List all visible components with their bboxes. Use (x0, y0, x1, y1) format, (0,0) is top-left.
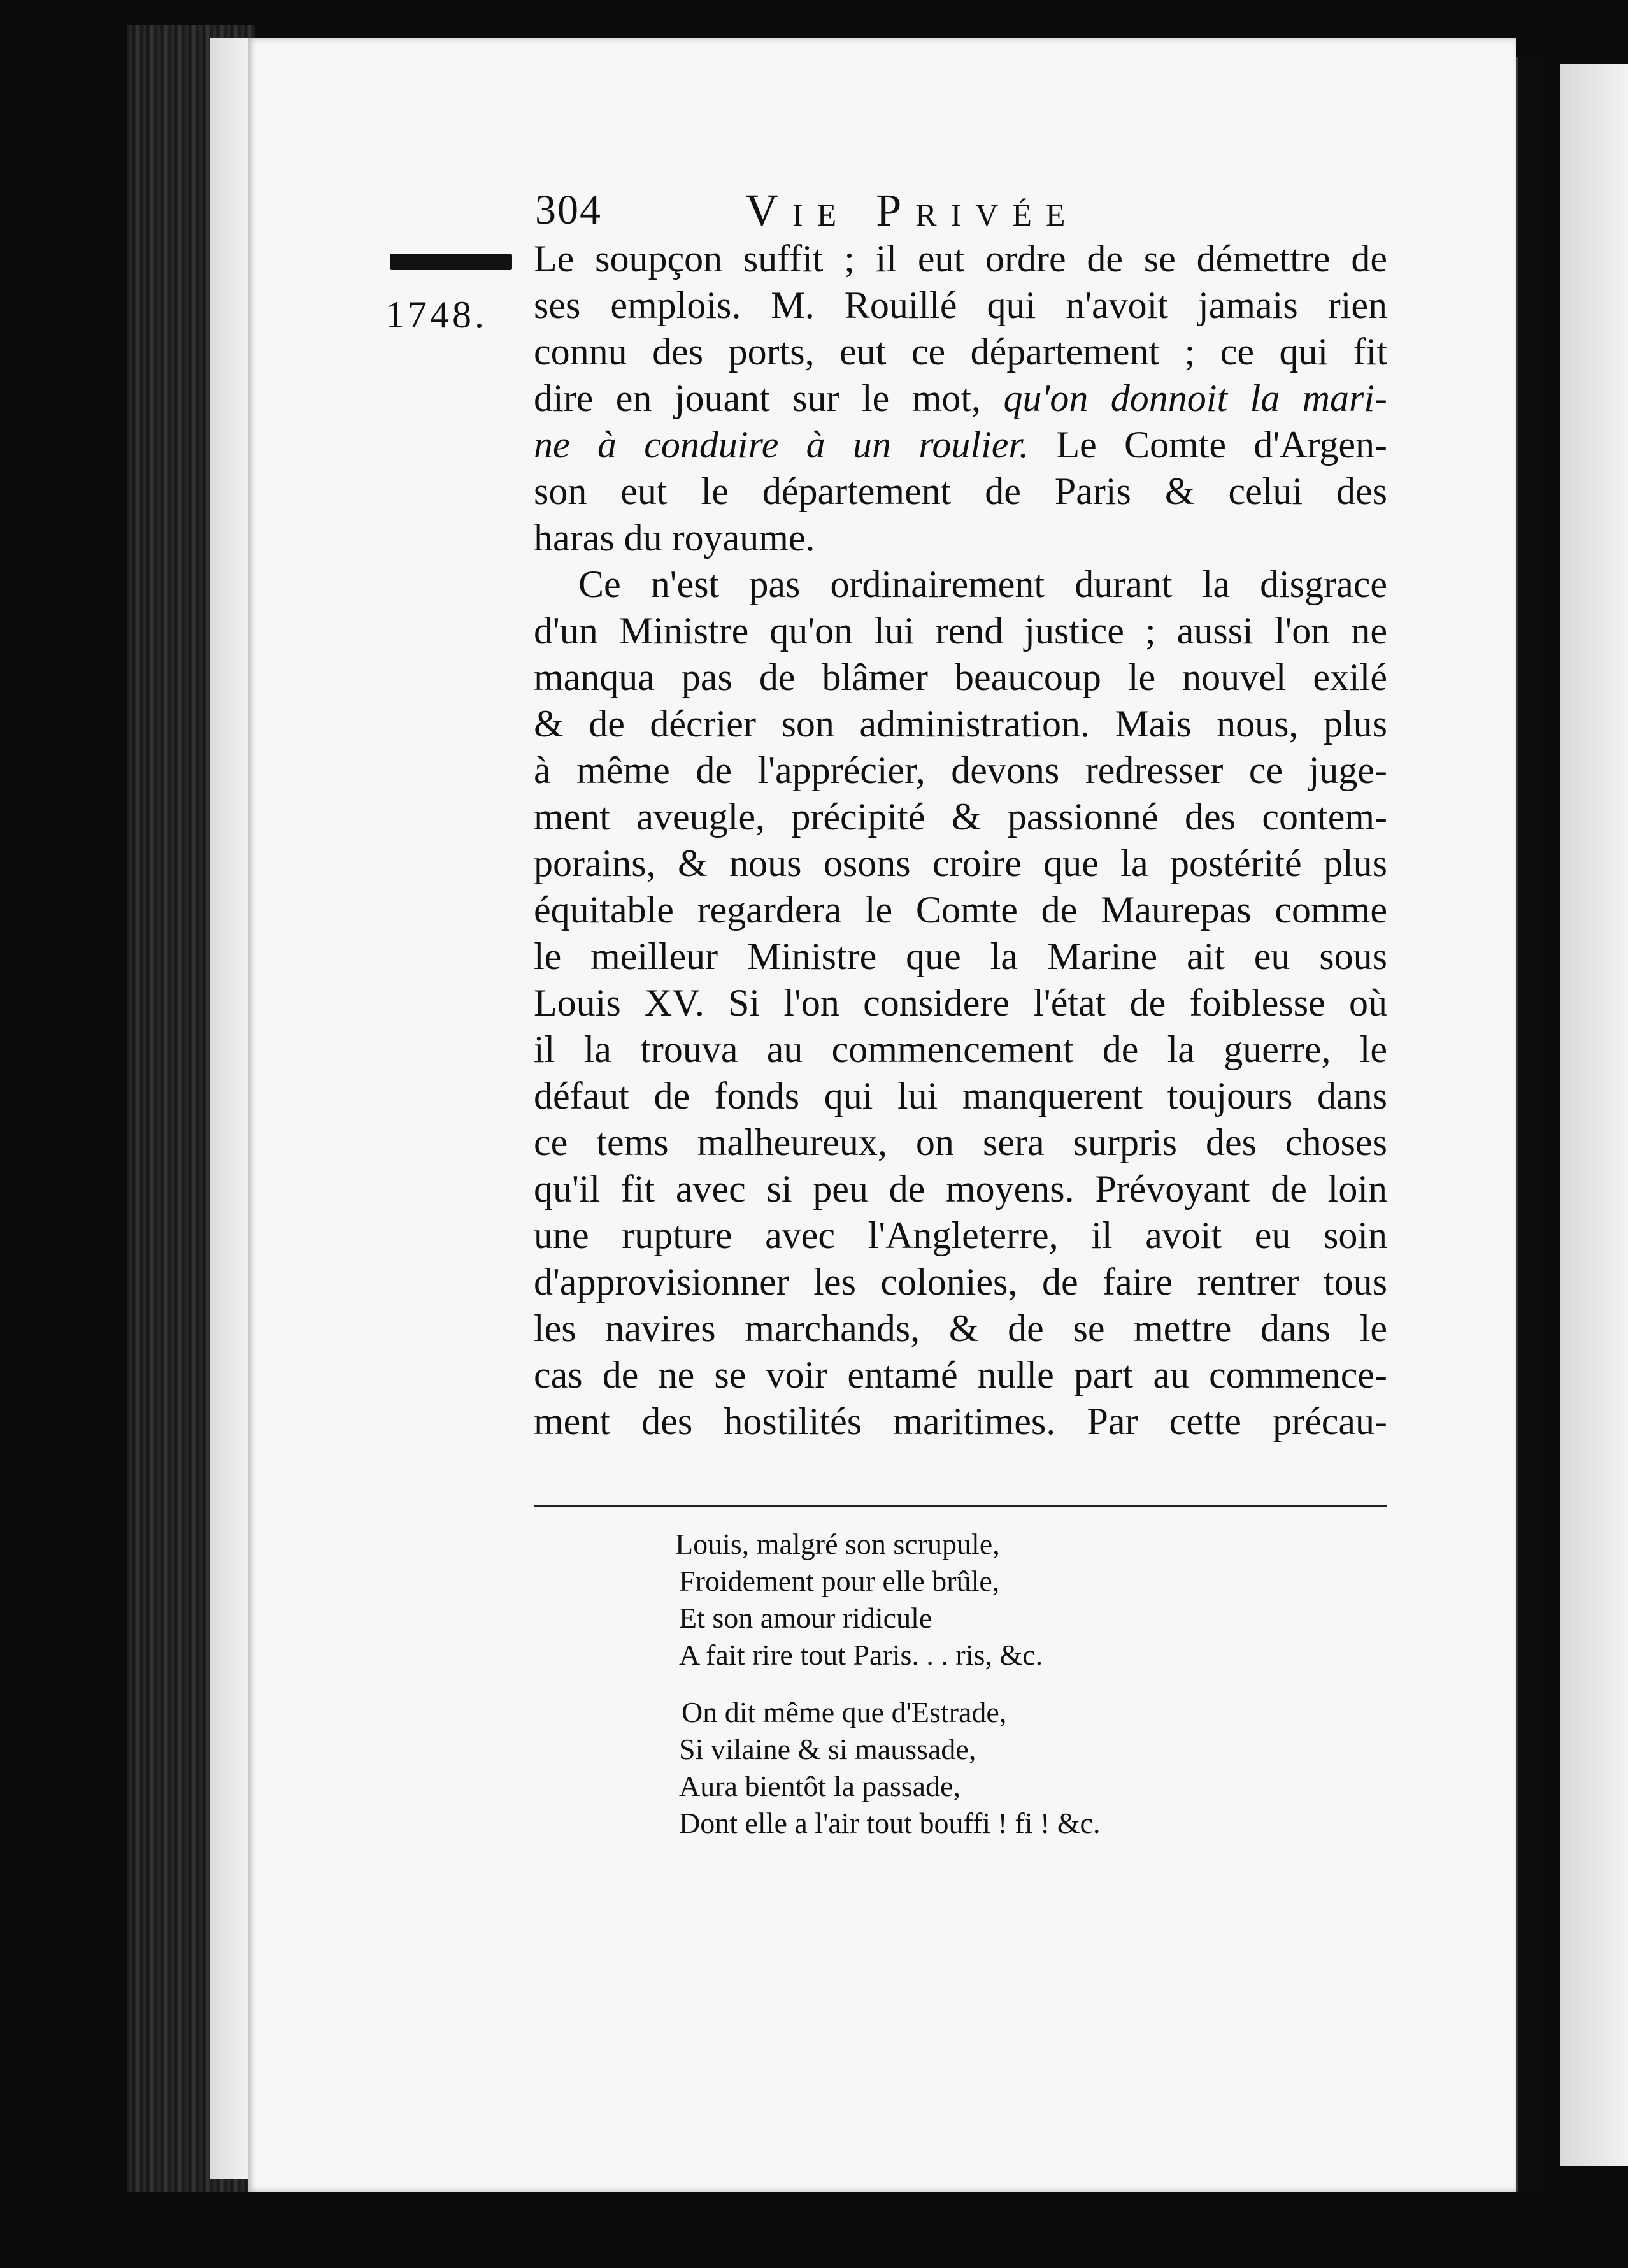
verse-line: On dit même que d'Estrade, (682, 1696, 1007, 1728)
text-line-with-italic (534, 422, 1387, 468)
verse-line: Froidement pour elle brûle, (679, 1565, 1000, 1597)
text-line: il la trouva au commencement de la guerre, le (534, 1028, 1387, 1070)
text-line: ses emplois. M. Rouillé qui n'avoit jamais rien (534, 284, 1387, 326)
text-line: porains, & nous osons croire que la postérité plus (534, 842, 1387, 884)
text-line-with-italic (534, 375, 1387, 422)
facing-page-edge (1560, 64, 1628, 2166)
body-text (534, 236, 1387, 1445)
text-line: équitable regardera le Comte de Maurepas comme (534, 889, 1387, 931)
margin-year-note: 1748. (385, 294, 487, 336)
text-line: Ce n'est pas ordinairement durant la disgrace (578, 563, 1387, 605)
text-line: Le soupçon suffit ; il eut ordre de se démettre de (534, 238, 1387, 280)
page-number: 304 (535, 187, 602, 233)
verse-line: Aura bientôt la passade, (679, 1770, 960, 1802)
text-line: le meilleur Ministre que la Marine ait eu sous (534, 935, 1387, 977)
verse-line: Si vilaine & si maussade, (679, 1733, 976, 1765)
text-line: ment aveugle, précipité & passionné des contem- (534, 796, 1387, 838)
running-title: Vie Privée (745, 185, 1080, 236)
text-line: d'approvisionner les colonies, de faire rentrer tous (534, 1261, 1387, 1303)
text-segment: dire en jouant sur le mot, (534, 377, 982, 419)
text-segment: Le Comte d'Argen- (1056, 424, 1388, 466)
text-line: ce tems malheureux, on sera surpris des choses (534, 1121, 1387, 1163)
text-line: une rupture avec l'Angleterre, il avoit eu soin (534, 1214, 1387, 1256)
text-line: les navires marchands, & de se mettre dans le (534, 1307, 1387, 1349)
text-line: manqua pas de blâmer beaucoup le nouvel exilé (534, 656, 1387, 698)
text-line: défaut de fonds qui lui manquerent toujours dans (534, 1075, 1387, 1117)
text-line: ment des hostilités maritimes. Par cette précau- (534, 1400, 1387, 1442)
margin-rule (390, 254, 512, 270)
right-page-gap (1516, 57, 1543, 2192)
text-line: d'un Ministre qu'on lui rend justice ; aussi l'on ne (534, 610, 1387, 652)
text-line: cas de ne se voir entamé nulle part au commence- (534, 1354, 1387, 1396)
italic-quote: ne à conduire à un roulier. (534, 424, 1029, 466)
verse-line: A fait rire tout Paris. . . ris, &c. (679, 1639, 1043, 1671)
text-line: connu des ports, eut ce département ; ce qui fit (534, 331, 1387, 373)
italic-quote: qu'on donnoit la mari- (1003, 377, 1388, 419)
text-line: à même de l'apprécier, devons redresser ce juge- (534, 749, 1387, 791)
verse-line: Dont elle a l'air tout bouffi ! fi ! &c. (679, 1807, 1101, 1839)
footnote-verse (675, 1526, 1312, 1862)
footnote-separator (534, 1505, 1387, 1507)
text-line: & de décrier son administration. Mais nous, plus (534, 703, 1387, 745)
text-line: qu'il fit avec si peu de moyens. Prévoyant de loin (534, 1168, 1387, 1210)
running-head (535, 182, 1516, 239)
verse-line: Et son amour ridicule (679, 1602, 932, 1634)
text-line: Louis XV. Si l'on considere l'état de foiblesse où (534, 982, 1387, 1024)
text-line: son eut le département de Paris & celui des (534, 470, 1387, 512)
verse-stanza (675, 1526, 1312, 1674)
text-line: haras du royaume. (534, 517, 815, 559)
verse-line: Louis, malgré son scrupule, (675, 1528, 1000, 1560)
verse-stanza (675, 1694, 1312, 1842)
